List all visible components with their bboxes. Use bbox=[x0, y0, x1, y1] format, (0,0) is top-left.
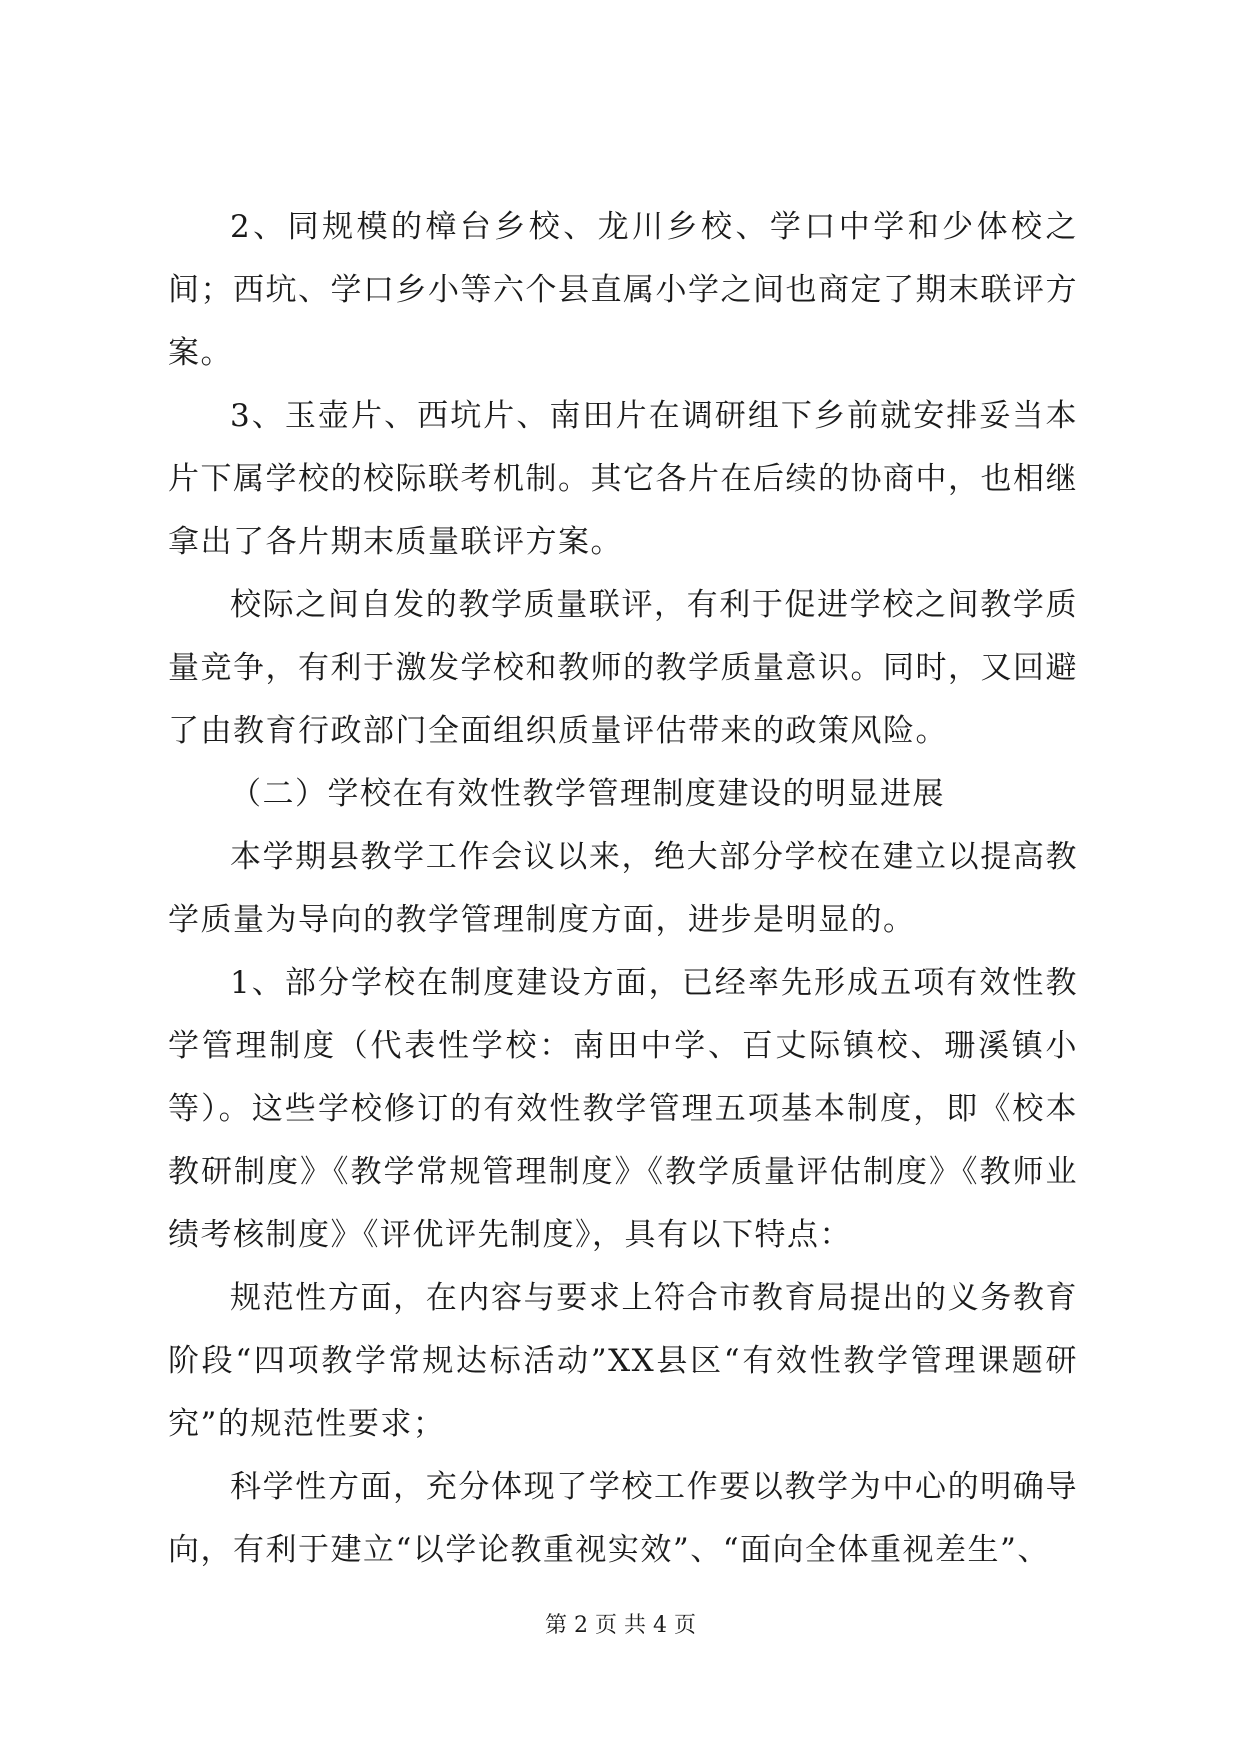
paragraph: 校际之间自发的教学质量联评，有利于促进学校之间教学质量竞争，有利于激发学校和教师的教学质量意识。同时，又回避了由教育行政部门全面组织质量评估带来的政策风险。 bbox=[168, 587, 1078, 749]
page-number-footer: 第 2 页 共 4 页 bbox=[545, 1613, 696, 1638]
paragraph: 2、同规模的樟台乡校、龙川乡校、学口中学和少体校之间；西坑、学口乡小等六个县直属小学之间也商定了期末联评方案。 bbox=[168, 209, 1078, 371]
paragraph: 科学性方面，充分体现了学校工作要以教学为中心的明确导向，有利于建立“以学论教重视实效”、“面向全体重视差生”、 bbox=[168, 1469, 1078, 1568]
document-body bbox=[168, 196, 1078, 1582]
paragraph: 1、部分学校在制度建设方面，已经率先形成五项有效性教学管理制度（代表性学校：南田中学、百丈际镇校、珊溪镇小等）。这些学校修订的有效性教学管理五项基本制度，即《校本教研制度》《教学常规管理制度》《教学质量评估制度》《教师业绩考核制度》《评优评先制度》，具有以下特点： bbox=[168, 965, 1078, 1253]
paragraph: 3、玉壶片、西坑片、南田片在调研组下乡前就安排妥当本片下属学校的校际联考机制。其它各片在后续的协商中，也相继拿出了各片期末质量联评方案。 bbox=[168, 398, 1078, 560]
section-heading: （二）学校在有效性教学管理制度建设的明显进展 bbox=[230, 776, 945, 812]
paragraph: 规范性方面，在内容与要求上符合市教育局提出的义务教育阶段“四项教学常规达标活动”XX县区“有效性教学管理课题研究”的规范性要求； bbox=[168, 1280, 1078, 1442]
paragraph: 本学期县教学工作会议以来，绝大部分学校在建立以提高教学质量为导向的教学管理制度方面，进步是明显的。 bbox=[168, 839, 1078, 938]
